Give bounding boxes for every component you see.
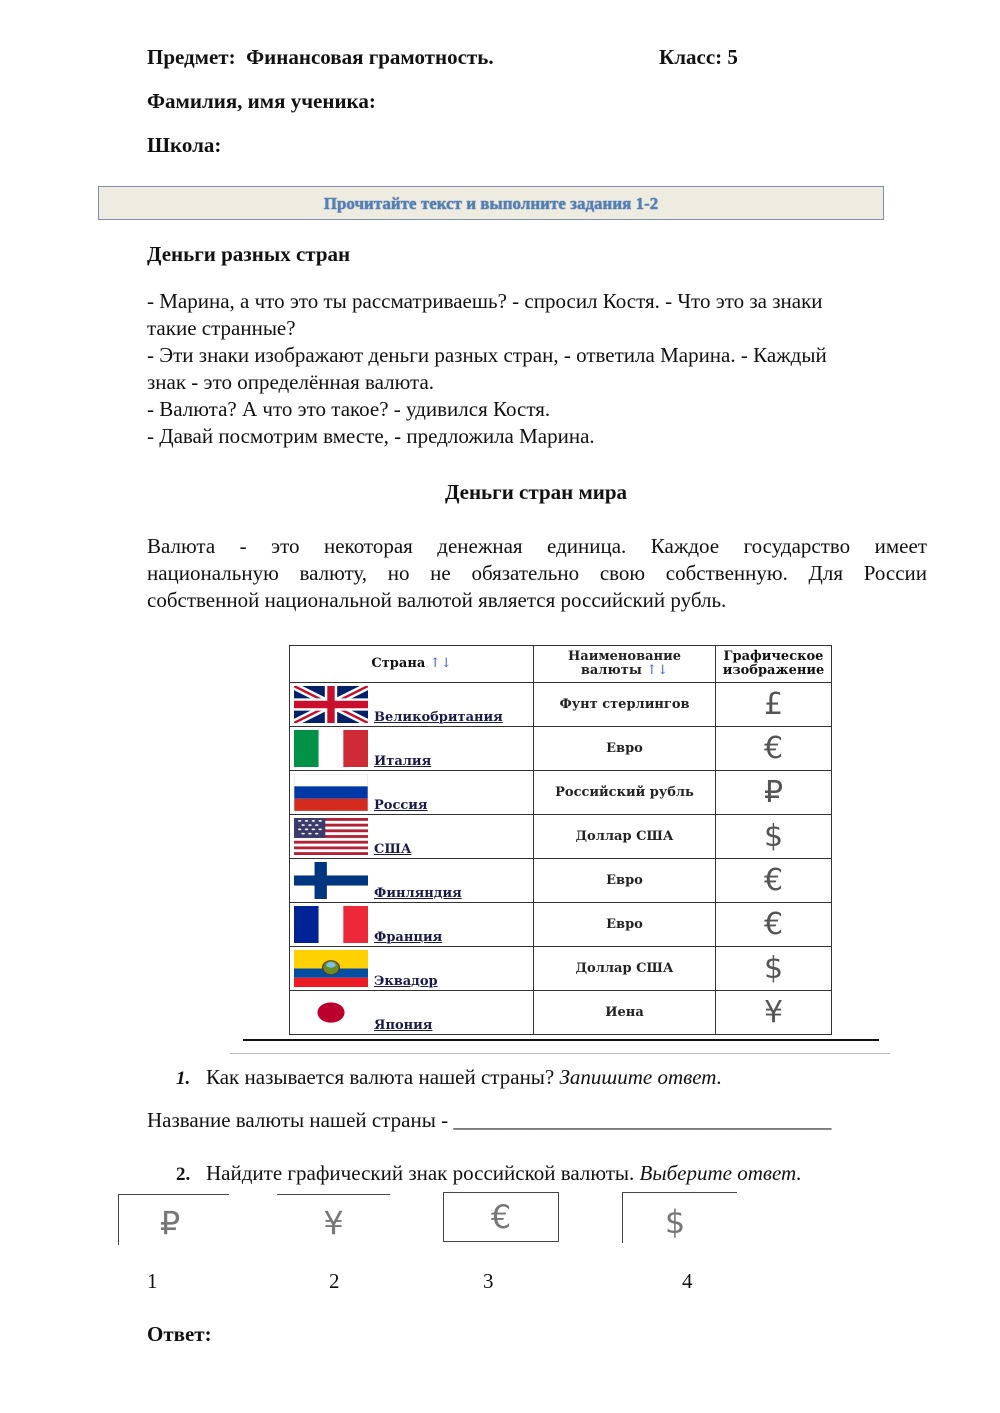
- country-link[interactable]: Италия: [374, 754, 432, 769]
- story-text: [147, 288, 917, 450]
- story-line: - Валюта? А что это такое? - удивился Костя.: [147, 397, 551, 421]
- task1-question: 1. Как называется валюта нашей страны? Запишите ответ.: [176, 1065, 722, 1089]
- sort-icon: ↑↓: [429, 656, 452, 671]
- currency-symbol: ¥: [716, 991, 832, 1035]
- school-label: Школа:: [147, 133, 222, 157]
- dollar-icon: $: [664, 1203, 686, 1241]
- subject-value: Финансовая грамотность.: [246, 45, 494, 69]
- country-link[interactable]: Франция: [374, 930, 443, 945]
- option-number-4: 4: [682, 1269, 693, 1293]
- currency-name: Иена: [534, 991, 716, 1035]
- currency-name: Евро: [534, 727, 716, 771]
- table-row: [290, 991, 832, 1035]
- currency-name: Российский рубль: [534, 771, 716, 815]
- country-link[interactable]: Финляндия: [374, 886, 462, 901]
- task1-number: 1.: [176, 1068, 191, 1089]
- russia-flag-icon: [294, 774, 368, 811]
- option-number-1: 1: [147, 1269, 158, 1293]
- story-line: такие странные?: [147, 316, 296, 340]
- country-link[interactable]: Япония: [374, 1018, 433, 1033]
- subject-line: [147, 45, 494, 70]
- paragraph-line: Валюта - это некоторая денежная единица. Каждое государство имеет: [147, 534, 927, 558]
- currency-name: Евро: [534, 859, 716, 903]
- header-currency[interactable]: Наименование валюты ↑↓: [534, 646, 716, 683]
- option-number-3: 3: [483, 1269, 494, 1293]
- option-box-1[interactable]: [118, 1194, 229, 1245]
- answer-label: Ответ:: [147, 1322, 212, 1346]
- currency-symbol: $: [716, 947, 832, 991]
- japan-flag-icon: [294, 994, 368, 1031]
- header-country[interactable]: Страна ↑↓: [290, 646, 534, 683]
- task1-answer: [147, 1107, 831, 1134]
- country-cell: [290, 991, 534, 1035]
- country-cell: [290, 859, 534, 903]
- ecuador-flag-icon: [294, 950, 368, 987]
- task1-answer-blank[interactable]: ____________________________________: [453, 1108, 832, 1132]
- sort-icon: ↑↓: [646, 663, 669, 678]
- subject-label: Предмет:: [147, 45, 236, 69]
- table-row: [290, 727, 832, 771]
- student-name-label: Фамилия, имя ученика:: [147, 89, 376, 113]
- table-row: [290, 683, 832, 727]
- option-box-3[interactable]: [443, 1192, 559, 1242]
- story-line: - Эти знаки изображают деньги разных стран, - ответила Марина. - Каждый: [147, 343, 827, 367]
- finland-flag-icon: [294, 862, 368, 899]
- country-cell: [290, 947, 534, 991]
- country-cell: [290, 815, 534, 859]
- table-row: [290, 903, 832, 947]
- story-line: - Давай посмотрим вместе, - предложила Марина.: [147, 424, 595, 448]
- table-row: [290, 815, 832, 859]
- class-label: Класс: 5: [659, 45, 738, 69]
- currency-symbol: $: [716, 815, 832, 859]
- country-cell: [290, 771, 534, 815]
- divider: [230, 1053, 890, 1054]
- currency-name: Доллар США: [534, 947, 716, 991]
- currency-table: [289, 645, 832, 1035]
- task1-answer-label: Название валюты нашей страны -: [147, 1108, 449, 1132]
- currency-symbol: €: [716, 727, 832, 771]
- instruction-banner: Прочитайте текст и выполните задания 1-2: [98, 186, 884, 220]
- country-cell: [290, 903, 534, 947]
- section-paragraph: [147, 533, 927, 614]
- country-cell: [290, 727, 534, 771]
- currency-symbol: ₽: [716, 771, 832, 815]
- table-row: [290, 771, 832, 815]
- currency-symbol: £: [716, 683, 832, 727]
- italy-flag-icon: [294, 730, 368, 767]
- france-flag-icon: [294, 906, 368, 943]
- uk-flag-icon: [294, 686, 368, 723]
- yen-icon: ¥: [323, 1204, 344, 1242]
- task2-number: 2.: [176, 1164, 191, 1185]
- story-line: знак - это определённая валюта.: [147, 370, 435, 394]
- currency-name: Фунт стерлингов: [534, 683, 716, 727]
- paragraph-line: собственной национальной валютой является российский рубль.: [147, 588, 727, 612]
- currency-symbol: €: [716, 859, 832, 903]
- euro-icon: €: [490, 1198, 512, 1236]
- usa-flag-icon: [294, 818, 368, 855]
- task2-question: 2. Найдите графический знак российской валюты. Выберите ответ.: [176, 1161, 802, 1185]
- currency-symbol: €: [716, 903, 832, 947]
- country-link[interactable]: США: [374, 842, 412, 857]
- table-row: [290, 947, 832, 991]
- currency-name: Евро: [534, 903, 716, 947]
- country-link[interactable]: Эквадор: [374, 974, 438, 989]
- story-title: Деньги разных стран: [147, 242, 351, 266]
- ruble-icon: ₽: [159, 1204, 181, 1242]
- currency-name: Доллар США: [534, 815, 716, 859]
- option-box-2[interactable]: [277, 1194, 390, 1245]
- country-link[interactable]: Россия: [374, 798, 428, 813]
- paragraph-line: национальную валюту, но не обязательно свою собственную. Для России: [147, 561, 927, 585]
- table-row: [290, 859, 832, 903]
- table-bottom-rule: [243, 1039, 879, 1041]
- option-box-4[interactable]: [622, 1192, 737, 1243]
- story-line: - Марина, а что это ты рассматриваешь? - спросил Костя. - Что это за знаки: [147, 289, 823, 313]
- option-number-2: 2: [329, 1269, 340, 1293]
- country-cell: [290, 683, 534, 727]
- country-link[interactable]: Великобритания: [374, 710, 503, 725]
- section-title: Деньги стран мира: [444, 480, 628, 504]
- header-symbol: Графическое изображение: [716, 646, 832, 683]
